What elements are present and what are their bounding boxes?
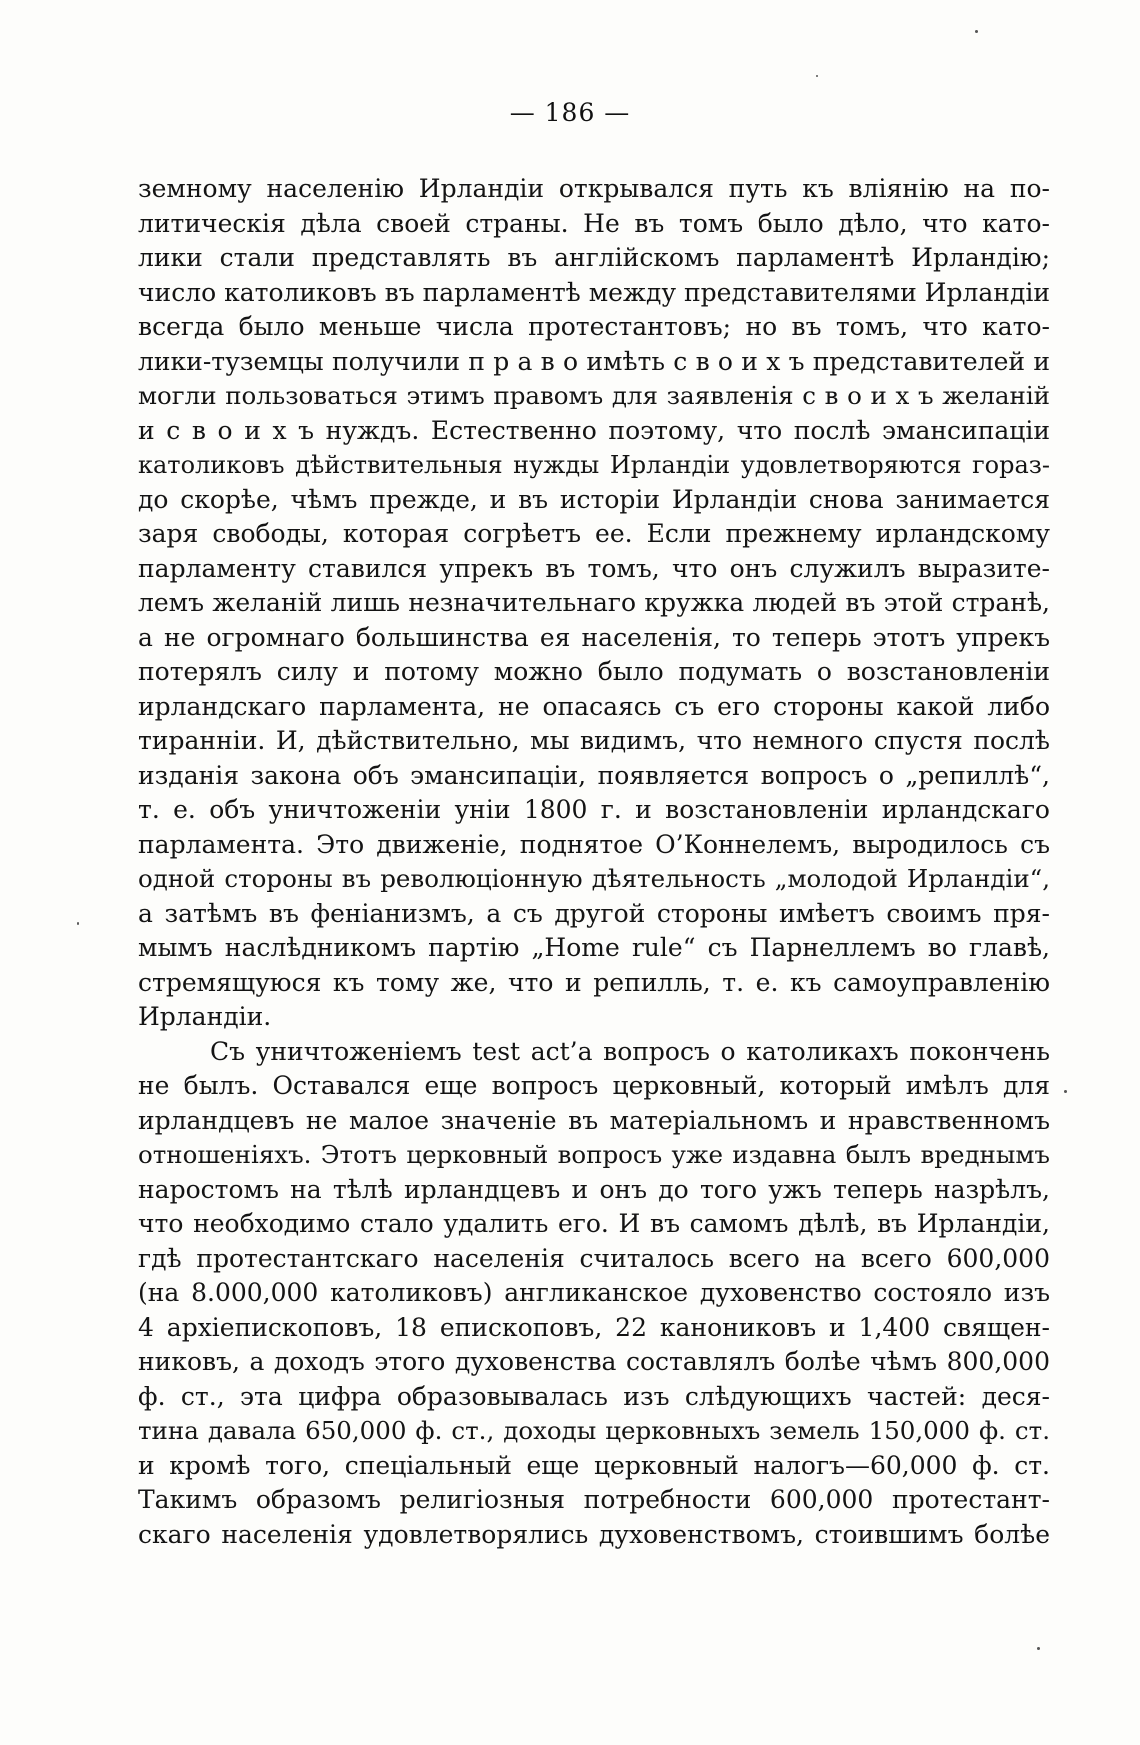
scan-speck	[1064, 1090, 1067, 1093]
text-line: тина давала 650,000 ф. ст., доходы церковныхъ земель 150,000 ф. ст.	[138, 1416, 1050, 1445]
text-line: ирландцевъ не малое значеніе въ матеріальномъ и нравственномъ	[138, 1105, 1050, 1135]
text-line: и кромѣ того, спеціальный еще церковный налогъ—60,000 ф. ст.	[138, 1450, 1050, 1480]
text-line: не былъ. Оставался еще вопросъ церковный, который имѣлъ для	[138, 1071, 1050, 1100]
text-line: гдѣ протестантскаго населенія считалось всего на всего 600,000	[138, 1243, 1050, 1273]
text-line: стремящуюся къ тому же, что и репилль, т. е. къ самоуправленію	[138, 967, 1050, 997]
text-line: могли пользоваться этимъ правомъ для заявленія с в о и х ъ желаній	[138, 381, 1050, 410]
text-line: ф. ст., эта цифра образовывалась изъ слѣдующихъ частей: деся-	[138, 1381, 1050, 1411]
scan-speck	[975, 30, 978, 33]
text-line: и с в о и х ъ нуждъ. Естественно поэтому, что послѣ эмансипаціи	[138, 415, 1050, 445]
text-line: 4 архіепископовъ, 18 епископовъ, 22 канониковъ и 1,400 священ-	[138, 1312, 1050, 1342]
text-line: Ирландіи.	[138, 1002, 272, 1031]
scan-speck	[1037, 1647, 1040, 1650]
page-number: — 186 —	[509, 98, 631, 127]
text-line: лики стали представлять въ англійскомъ парламентѣ Ирландію;	[138, 243, 1050, 272]
text-line: Такимъ образомъ религіозныя потребности 600,000 протестант-	[138, 1485, 1050, 1514]
text-line: лемъ желаній лишь незначительнаго кружка людей въ этой странѣ,	[138, 588, 1050, 617]
body-text	[138, 172, 1050, 1552]
text-line: Съ уничтоженіемъ test act’а вопросъ о католикахъ покончень	[210, 1036, 1050, 1066]
text-line: парламента. Это движеніе, поднятое О’Коннелемъ, выродилось съ	[138, 829, 1050, 859]
text-line: ирландскаго парламента, не опасаясь съ его стороны какой либо	[138, 691, 1050, 721]
text-line: число католиковъ въ парламентѣ между представителями Ирландіи	[138, 277, 1050, 307]
text-line: одной стороны въ революціонную дѣятельность „молодой Ирландіи“,	[138, 864, 1050, 893]
text-line: т. е. объ уничтоженіи уніи 1800 г. и возстановленіи ирландскаго	[138, 795, 1050, 824]
text-line: земному населенію Ирландіи открывался путь къ вліянію на по-	[138, 174, 1050, 203]
text-line: а не огромнаго большинства ея населенія, то теперь этотъ упрекъ	[138, 622, 1050, 652]
text-line: а затѣмъ въ феніанизмъ, а съ другой стороны имѣетъ своимъ пря-	[138, 898, 1050, 928]
text-line: (на 8.000,000 католиковъ) англиканское духовенство состояло изъ	[138, 1278, 1050, 1307]
text-line: лики-туземцы получили п р а в о имѣть с в о и х ъ представителей и	[138, 346, 1050, 376]
text-line: отношеніяхъ. Этотъ церковный вопросъ уже издавна былъ вреднымъ	[138, 1140, 1050, 1169]
text-line: парламенту ставился упрекъ въ томъ, что онъ служилъ выразите-	[138, 553, 1050, 583]
text-line: никовъ, а доходъ этого духовенства составлялъ болѣе чѣмъ 800,000	[138, 1347, 1050, 1376]
text-line: тиранніи. И, дѣйствительно, мы видимъ, что немного спустя послѣ	[138, 726, 1050, 755]
scan-speck	[816, 75, 818, 77]
text-line: наростомъ на тѣлѣ ирландцевъ и онъ до того ужъ теперь назрѣлъ,	[138, 1174, 1050, 1204]
text-line: до скорѣе, чѣмъ прежде, и въ исторіи Ирландіи снова занимается	[138, 484, 1050, 514]
text-line: скаго населенія удовлетворялись духовенствомъ, стоившимъ болѣе	[138, 1519, 1050, 1549]
text-line: мымъ наслѣдникомъ партію „Home rule“ съ Парнеллемъ во главѣ,	[138, 933, 1050, 962]
text-line: потерялъ силу и потому можно было подумать о возстановленіи	[138, 657, 1050, 686]
text-line: заря свободы, которая согрѣетъ ее. Если прежнему ирландскому	[138, 519, 1050, 548]
text-line: католиковъ дѣйствительныя нужды Ирландіи удовлетворяются гораз-	[138, 451, 1050, 479]
text-line: что необходимо стало удалить его. И въ самомъ дѣлѣ, въ Ирландіи,	[138, 1209, 1050, 1238]
scan-speck	[77, 922, 79, 925]
text-line: литическія дѣла своей страны. Не въ томъ было дѣло, что като-	[138, 208, 1050, 238]
text-line: всегда было меньше числа протестантовъ; но въ томъ, что като-	[138, 312, 1050, 341]
text-line: изданія закона объ эмансипаціи, появляется вопросъ о „репиллѣ“,	[138, 760, 1050, 790]
